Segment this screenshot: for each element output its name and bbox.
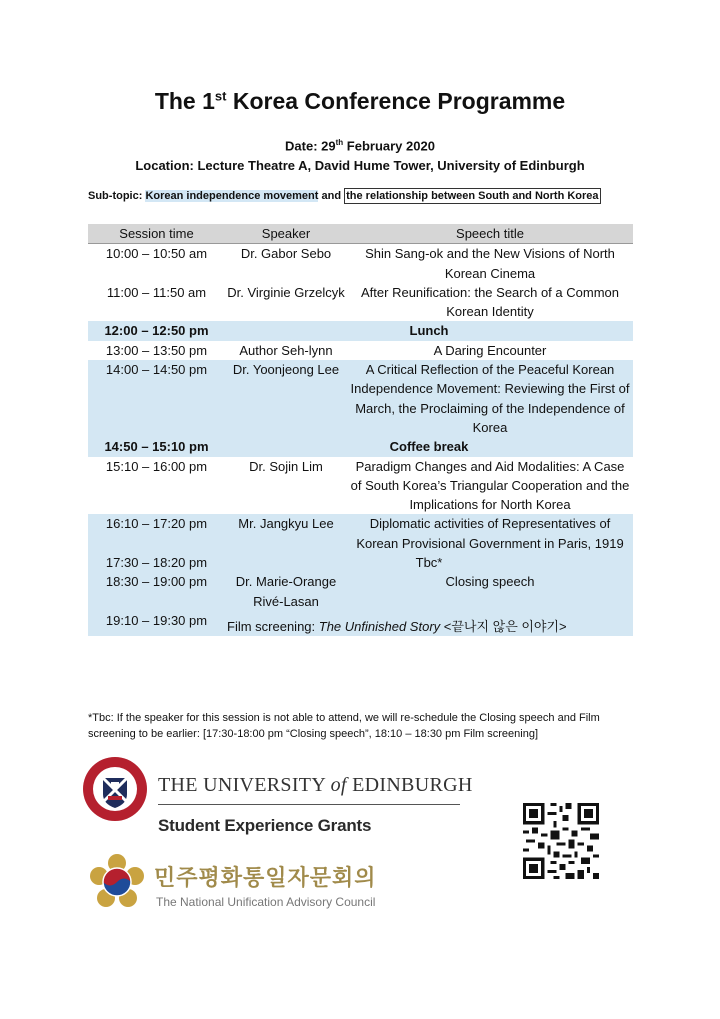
table-row [88, 341, 633, 360]
table-row [88, 514, 633, 553]
subtopic-2: the relationship between South and North Korea [346, 190, 599, 202]
table-row-coffee [88, 437, 633, 456]
break-label: Coffee break [225, 437, 633, 456]
break-label: Lunch [225, 321, 633, 340]
speech-title: A Critical Reflection of the Peaceful Korean Independence Movement: Reviewing the First of March, the Proclaiming of the Independence of Korea [347, 360, 633, 437]
event-date: Date: 29th February 2020 [285, 138, 435, 154]
session-time: 18:30 – 19:00 pm [88, 572, 225, 611]
footnote: *Tbc: If the speaker for this session is not able to attend, we will re-schedule the Closing speech and Film screening to be earlier: [17:30-18:00 pm “Closing speech”, 18:10 – 18:30 pm Film screening] [88, 712, 600, 740]
speech-title: Diplomatic activities of Representatives of Korean Provisional Government in Paris, 1919 [347, 514, 633, 553]
speaker: Dr. Virginie Grzelcyk [227, 284, 345, 300]
speech-title: A Daring Encounter [433, 342, 547, 358]
session-time: 16:10 – 17:20 pm [88, 514, 225, 553]
session-time: 11:00 – 11:50 am [106, 284, 207, 300]
nuac-logo [88, 853, 388, 917]
column-header-title: Speech title [347, 224, 633, 244]
session-time: 15:10 – 16:00 pm [105, 458, 208, 474]
table-row [88, 360, 633, 437]
edinburgh-crest-icon [82, 756, 148, 822]
table-row [88, 572, 633, 611]
table-row [88, 553, 633, 572]
session-time: 19:10 – 19:30 pm [88, 611, 225, 636]
table-header-row [88, 224, 633, 244]
table-row [88, 457, 633, 515]
table-row [88, 283, 633, 322]
nuac-emblem-icon [88, 853, 146, 911]
speaker: Dr. Sojin Lim [249, 458, 323, 474]
page-title: The 1st Korea Conference Programme [154, 88, 566, 114]
session-time: 17:30 – 18:20 pm [88, 553, 225, 572]
column-header-speaker: Speaker [225, 224, 347, 244]
edinburgh-subtitle: Student Experience Grants [158, 816, 372, 835]
speech-title: Film screening: The Unfinished Story <끝나지 않은 이야기> [225, 611, 633, 636]
qr-code-icon [523, 803, 599, 879]
session-time: 10:00 – 10:50 am [105, 246, 208, 262]
speech-title: Closing speech [347, 572, 633, 611]
table-row [88, 244, 633, 283]
session-time: 13:00 – 13:50 pm [105, 342, 208, 358]
speech-title: Shin Sang-ok and the New Visions of North Korean Cinema [365, 246, 615, 281]
subtopic-1: Korean independence movement [145, 190, 319, 202]
nuac-english-name: The National Unification Advisory Council [156, 895, 376, 909]
subtopic-line: Sub-topic: Korean independence movement and the relationship between South and North Korea [88, 190, 599, 202]
speech-title: Paradigm Changes and Aid Modalities: A Case of South Korea’s Triangular Cooperation and the Implications for North Korea [350, 458, 630, 513]
session-time: 14:50 – 15:10 pm [88, 437, 225, 456]
event-location: Location: Lecture Theatre A, David Hume Tower, University of Edinburgh [135, 158, 585, 173]
column-header-time: Session time [88, 224, 225, 244]
speaker: Dr. Gabor Sebo [240, 246, 332, 262]
speaker: Dr. Marie-Orange Rivé-Lasan [225, 572, 347, 611]
session-time: 12:00 – 12:50 pm [88, 321, 225, 340]
nuac-korean-name: 민주평화통일자문회의 [154, 866, 377, 891]
speech-title: Tbc* [225, 553, 633, 572]
speaker: Mr. Jangkyu Lee [225, 514, 347, 553]
session-time: 14:00 – 14:50 pm [88, 360, 225, 437]
programme-table [88, 224, 633, 636]
film-title: The Unfinished Story [318, 618, 441, 634]
edinburgh-logo [82, 756, 473, 840]
table-row-film [88, 611, 633, 636]
edinburgh-divider [158, 804, 460, 805]
edinburgh-name: THE UNIVERSITY of EDINBURGH [158, 774, 473, 796]
speaker: Author Seh-lynn [239, 342, 333, 358]
speech-title: After Reunification: the Search of a Common Korean Identity [361, 284, 619, 320]
speaker: Dr. Yoonjeong Lee [225, 360, 347, 437]
table-row-lunch [88, 321, 633, 340]
